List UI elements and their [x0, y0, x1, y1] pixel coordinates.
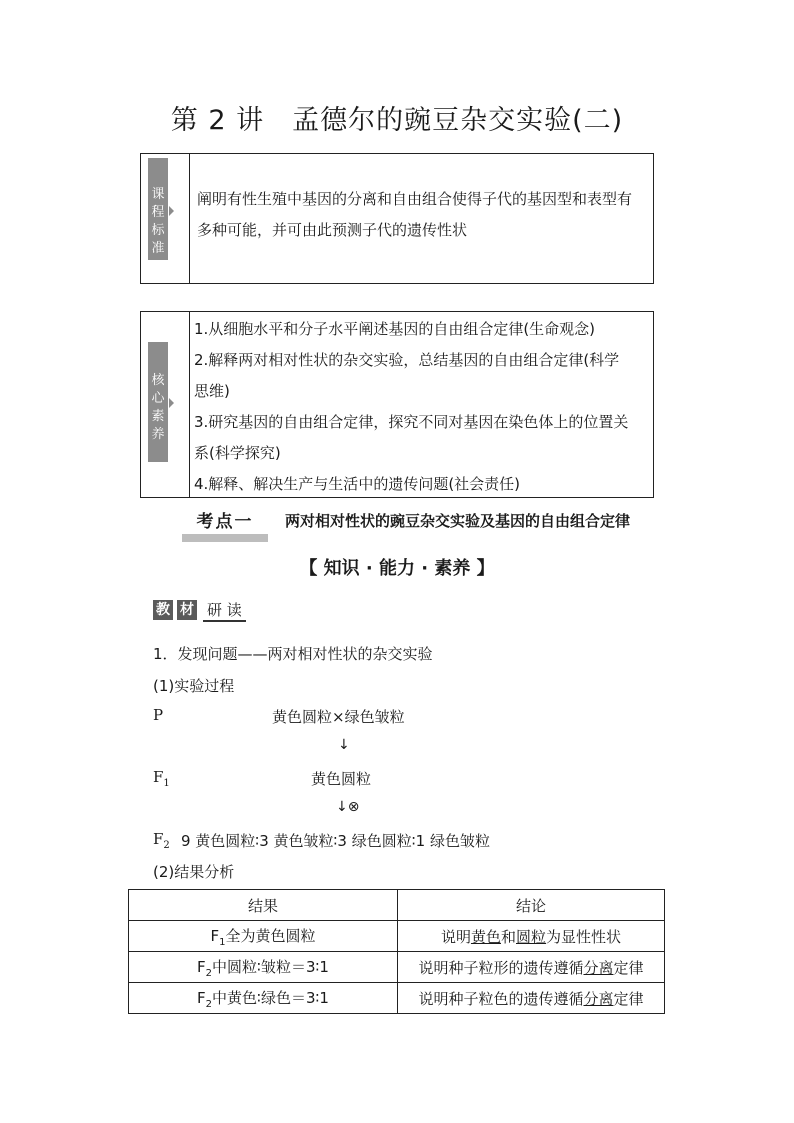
table-header: 结论: [398, 890, 665, 921]
section-heading: 1．发现问题——两对相对性状的杂交实验: [153, 645, 433, 663]
core-literacy-list: [194, 314, 647, 500]
list-item: 3.研究基因的自由组合定律，探究不同对基因在染色体上的位置关: [194, 413, 629, 431]
curriculum-standard-box: [140, 153, 654, 284]
table-row: [129, 983, 665, 1014]
arrow-down-icon: ↓: [338, 737, 350, 753]
table-cell-result: $F_1$全为黄色圆粒: [129, 921, 398, 952]
tag-char: 程: [151, 205, 165, 220]
table-row: [129, 952, 665, 983]
label-box-char: 教: [153, 600, 173, 620]
list-item: 系(科学探究): [194, 444, 281, 462]
tag-char: 课: [151, 187, 165, 202]
table-cell-conclusion: 说明种子粒色的遗传遵循分离定律: [398, 983, 665, 1014]
tag-char: 心: [151, 391, 165, 406]
tag-pointer-icon: [169, 206, 174, 216]
tag-char: 核: [151, 373, 165, 388]
table-cell-conclusion: 说明黄色和圆粒为显性性状: [398, 921, 665, 952]
list-item: 思维): [194, 382, 230, 400]
tag-pointer-icon: [169, 398, 174, 408]
curriculum-standard-tag: [148, 158, 168, 260]
table-header: 结果: [129, 890, 398, 921]
f1-phenotype: 黄色圆粒: [311, 770, 372, 788]
list-item: 4.解释、解决生产与生活中的遗传问题(社会责任): [194, 475, 521, 493]
tag-char: 素: [151, 409, 165, 424]
label-box-char: 材: [177, 600, 197, 620]
generation-f2-label: $F_2$: [153, 830, 170, 851]
kaodian-title: 两对相对性状的豌豆杂交实验及基因的自由组合定律: [285, 512, 631, 530]
subsection-heading: (2)结果分析: [153, 863, 235, 881]
label-text: 研 读: [203, 600, 246, 622]
section-banner: 【 知识 · 能力 · 素养 】: [299, 558, 495, 579]
kaodian-label: 考点一: [182, 512, 268, 542]
generation-p-label: P: [153, 706, 164, 724]
generation-f1-label: $F_1$: [153, 768, 170, 789]
parent-cross: 黄色圆粒×绿色皱粒: [272, 708, 405, 726]
table-cell-result: $F_2$中黄色∶绿色＝3∶1: [129, 983, 398, 1014]
box-label-column: [141, 312, 190, 497]
subsection-heading: (1)实验过程: [153, 677, 235, 695]
table-header-row: [129, 890, 665, 921]
selfing-arrow-icon: ↓⊗: [336, 799, 360, 815]
curriculum-standard-text: 阐明有性生殖中基因的分离和自由组合使得子代的基因型和表型有多种可能，并可由此预测子代的遗传性状: [197, 190, 633, 239]
list-item: 2.解释两对相对性状的杂交实验，总结基因的自由组合定律(科学: [194, 351, 620, 369]
core-literacy-tag: [148, 342, 168, 462]
tag-char: 标: [151, 223, 165, 238]
table-cell-result: $F_2$中圆粒∶皱粒＝3∶1: [129, 952, 398, 983]
textbook-reading-label: [153, 600, 246, 624]
page-title: 第 2 讲 孟德尔的豌豆杂交实验(二): [170, 105, 624, 136]
box-label-column: [141, 154, 190, 283]
tag-char: 准: [151, 241, 165, 256]
core-literacy-box: [140, 311, 654, 498]
f2-ratio: 9 黄色圆粒∶3 黄色皱粒∶3 绿色圆粒∶1 绿色皱粒: [181, 832, 490, 850]
list-item: 1.从细胞水平和分子水平阐述基因的自由组合定律(生命观念): [194, 320, 596, 338]
table-cell-conclusion: 说明种子粒形的遗传遵循分离定律: [398, 952, 665, 983]
results-table: [128, 889, 665, 1014]
table-row: [129, 921, 665, 952]
tag-char: 养: [151, 427, 165, 442]
